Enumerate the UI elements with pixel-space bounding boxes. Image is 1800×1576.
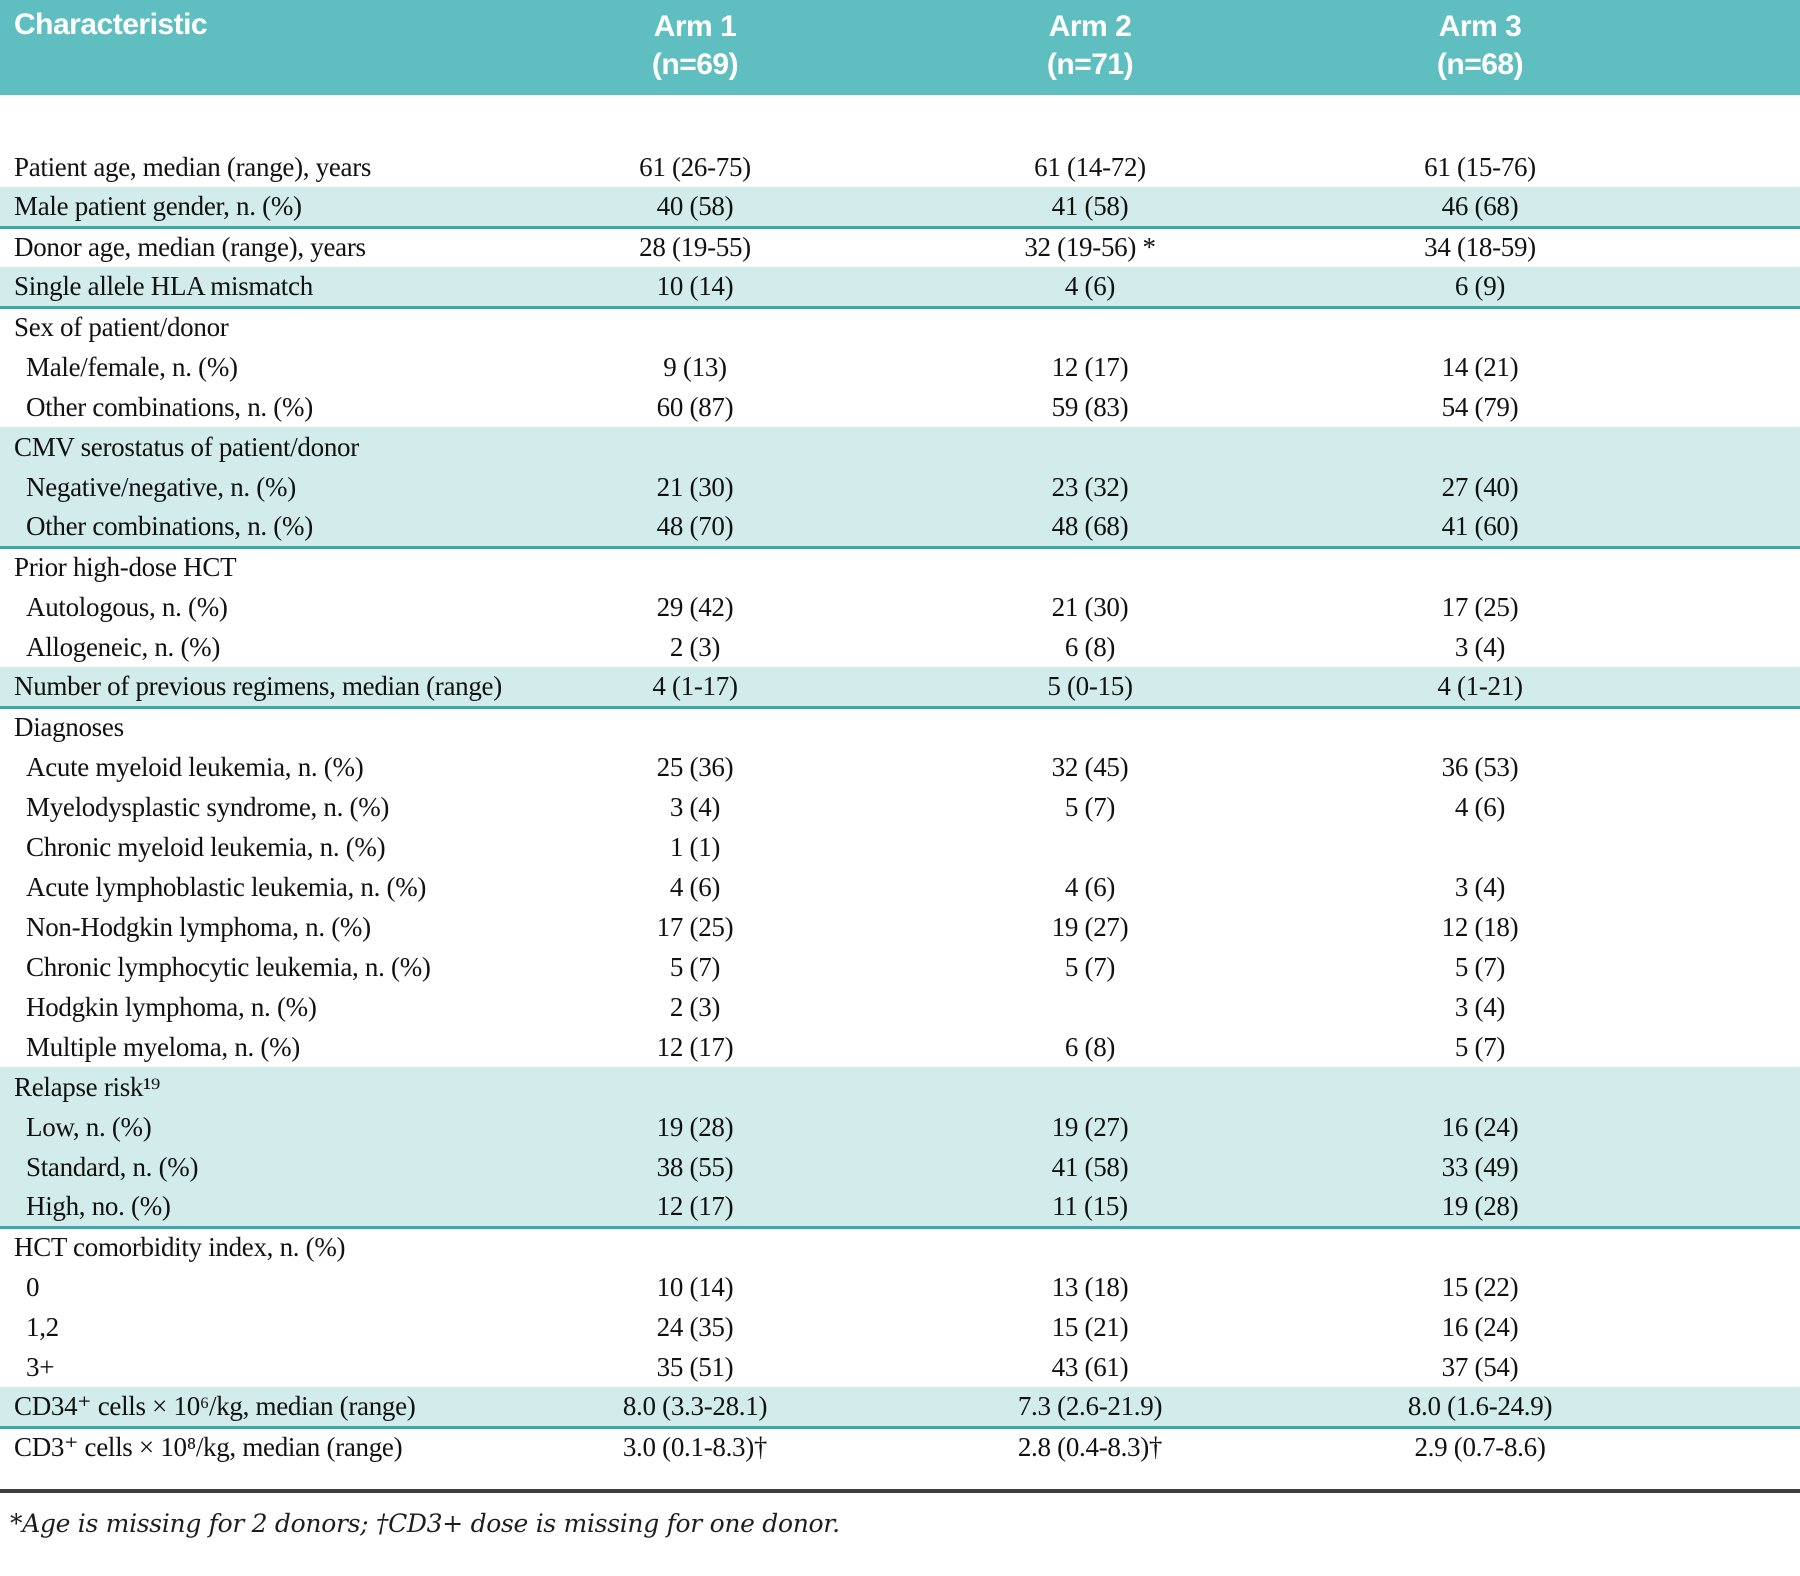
row-label: Low, n. (%) xyxy=(0,1107,500,1147)
cell-value: 2.9 (0.7-8.6) xyxy=(1290,1427,1670,1467)
cell-value: 5 (7) xyxy=(1454,1031,1506,1062)
column-header-arm2 xyxy=(890,0,1290,95)
row-group-label: Sex of patient/donor xyxy=(0,307,500,347)
cell-value: 1 (1) xyxy=(669,831,721,862)
cell-value: 17 (25) xyxy=(656,911,734,942)
cell-value: 8.0 (1.6-24.9) xyxy=(1290,1387,1670,1427)
table-row xyxy=(0,347,1800,387)
cell-value: 40 (58) xyxy=(500,187,890,227)
row-label: Non-Hodgkin lymphoma, n. (%) xyxy=(26,911,371,942)
table-row xyxy=(0,307,1800,347)
row-label: Patient age, median (range), years xyxy=(14,151,372,182)
cell-value: 3 (4) xyxy=(669,791,721,822)
row-group-label: HCT comorbidity index, n. (%) xyxy=(0,1227,500,1267)
row-label: Multiple myeloma, n. (%) xyxy=(26,1031,300,1062)
filler-cell xyxy=(1670,267,1800,307)
cell-value: 43 (61) xyxy=(1051,1351,1129,1382)
cell-value: 16 (24) xyxy=(1290,1107,1670,1147)
cell-value xyxy=(890,987,1290,1027)
cell-value: 12 (18) xyxy=(1441,911,1519,942)
cell-value: 3 (4) xyxy=(1454,871,1506,902)
filler-cell xyxy=(1670,1347,1800,1387)
cell-value: 35 (51) xyxy=(656,1351,734,1382)
header-row xyxy=(0,0,1800,95)
cell-value: 10 (14) xyxy=(500,267,890,307)
table-row xyxy=(0,1027,1800,1067)
cell-value: 41 (60) xyxy=(1290,507,1670,547)
cell-value: 4 (6) xyxy=(669,871,721,902)
row-label: Allogeneic, n. (%) xyxy=(26,631,221,662)
filler-cell xyxy=(1670,827,1800,867)
filler-cell xyxy=(1670,1387,1800,1427)
cell-value xyxy=(1290,547,1670,587)
row-label: 1,2 xyxy=(26,1311,59,1342)
cell-value xyxy=(1290,707,1670,747)
row-group-label: CMV serostatus of patient/donor xyxy=(0,427,500,467)
table-row xyxy=(0,667,1800,707)
filler-cell xyxy=(1670,987,1800,1027)
cell-value: 11 (15) xyxy=(890,1187,1290,1227)
filler-cell xyxy=(1670,867,1800,907)
table-row xyxy=(0,227,1800,267)
cell-value: 6 (8) xyxy=(1064,1031,1116,1062)
filler-cell xyxy=(1670,1187,1800,1227)
filler-cell xyxy=(1670,147,1800,187)
cell-value xyxy=(890,707,1290,747)
cell-value: 48 (68) xyxy=(890,507,1290,547)
cell-value: 37 (54) xyxy=(1441,1351,1519,1382)
table-row xyxy=(0,1427,1800,1467)
cell-value: 54 (79) xyxy=(1441,391,1519,422)
row-group-label: Prior high-dose HCT xyxy=(0,547,500,587)
cell-value: 19 (28) xyxy=(500,1107,890,1147)
cell-value: 19 (27) xyxy=(890,1107,1290,1147)
filler-cell xyxy=(1670,467,1800,507)
column-header-characteristic: Characteristic xyxy=(0,0,500,95)
cell-value: 5 (7) xyxy=(1454,951,1506,982)
filler-cell xyxy=(1670,227,1800,267)
filler-cell xyxy=(1670,747,1800,787)
filler-cell xyxy=(1670,1067,1800,1107)
header-filler xyxy=(1670,0,1800,95)
filler-cell xyxy=(1670,787,1800,827)
table-row xyxy=(0,1227,1800,1267)
arm3-title: Arm 3 xyxy=(1438,10,1522,43)
arm2-n: (n=71) xyxy=(1046,48,1134,81)
table-footnote: *Age is missing for 2 donors; †CD3+ dose is missing for one donor. xyxy=(10,1509,840,1538)
filler-cell xyxy=(1670,1267,1800,1307)
row-label: 3+ xyxy=(26,1351,55,1382)
cell-value: 6 (8) xyxy=(1064,631,1116,662)
cell-value: 8.0 (3.3-28.1) xyxy=(500,1387,890,1427)
cell-value xyxy=(890,1227,1290,1267)
cell-value: 3 (4) xyxy=(1454,991,1506,1022)
cell-value xyxy=(1290,307,1670,347)
cell-value: 15 (21) xyxy=(1051,1311,1129,1342)
table-row xyxy=(0,907,1800,947)
table-row xyxy=(0,1067,1800,1107)
cell-value: 21 (30) xyxy=(500,467,890,507)
table-row xyxy=(0,707,1800,747)
cell-value xyxy=(1290,427,1670,467)
row-label: Acute lymphoblastic leukemia, n. (%) xyxy=(26,871,427,902)
cell-value xyxy=(500,547,890,587)
filler-cell xyxy=(1670,187,1800,227)
arm3-n: (n=68) xyxy=(1436,48,1524,81)
arm1-title: Arm 1 xyxy=(653,10,737,43)
filler-cell xyxy=(1670,427,1800,467)
row-label: Male patient gender, n. (%) xyxy=(0,187,500,227)
table-row xyxy=(0,627,1800,667)
filler-cell xyxy=(1670,1227,1800,1267)
cell-value: 4 (1-17) xyxy=(500,667,890,707)
cell-value: 2 (3) xyxy=(669,631,721,662)
table-row xyxy=(0,747,1800,787)
arm2-title: Arm 2 xyxy=(1048,10,1132,43)
cell-value: 29 (42) xyxy=(656,591,734,622)
table-row xyxy=(0,1147,1800,1187)
filler-cell xyxy=(1670,707,1800,747)
cell-value: 5 (7) xyxy=(1064,951,1116,982)
cell-value: 2.8 (0.4-8.3)† xyxy=(890,1427,1290,1467)
cell-value xyxy=(1290,827,1670,867)
cell-value: 14 (21) xyxy=(1441,351,1519,382)
cell-value: 34 (18-59) xyxy=(1290,227,1670,267)
cell-value: 12 (17) xyxy=(1051,351,1129,382)
table-row xyxy=(0,787,1800,827)
row-label: CD3⁺ cells × 10⁸/kg, median (range) xyxy=(0,1427,500,1467)
filler-cell xyxy=(1670,1427,1800,1467)
cell-value xyxy=(890,547,1290,587)
arm1-n: (n=69) xyxy=(651,48,739,81)
cell-value: 9 (13) xyxy=(663,351,727,382)
cell-value: 36 (53) xyxy=(1441,751,1519,782)
cell-value xyxy=(500,307,890,347)
cell-value xyxy=(890,827,1290,867)
table-row xyxy=(0,427,1800,467)
filler-cell xyxy=(1670,1107,1800,1147)
cell-value: 27 (40) xyxy=(1290,467,1670,507)
table-row xyxy=(0,187,1800,227)
cell-value: 3 (4) xyxy=(1454,631,1506,662)
filler-cell xyxy=(1670,347,1800,387)
table-header xyxy=(0,0,1800,95)
cell-value: 24 (35) xyxy=(656,1311,734,1342)
filler-cell xyxy=(1670,1027,1800,1067)
cell-value: 19 (28) xyxy=(1290,1187,1670,1227)
cell-value: 17 (25) xyxy=(1441,591,1519,622)
header-gap xyxy=(0,95,1800,147)
cell-value: 25 (36) xyxy=(656,751,734,782)
table-row xyxy=(0,1267,1800,1307)
cell-value: 61 (15-76) xyxy=(1424,151,1536,182)
cell-value: 4 (1-21) xyxy=(1290,667,1670,707)
table-row xyxy=(0,1387,1800,1427)
row-label: 0 xyxy=(26,1271,40,1302)
row-label: Chronic lymphocytic leukemia, n. (%) xyxy=(26,951,431,982)
row-label: High, no. (%) xyxy=(0,1187,500,1227)
cell-value: 13 (18) xyxy=(1051,1271,1129,1302)
filler-cell xyxy=(1670,667,1800,707)
cell-value: 19 (27) xyxy=(1051,911,1129,942)
row-label: Hodgkin lymphoma, n. (%) xyxy=(26,991,317,1022)
cell-value: 33 (49) xyxy=(1290,1147,1670,1187)
column-header-arm1 xyxy=(500,0,890,95)
cell-value: 10 (14) xyxy=(656,1271,734,1302)
row-label: CD34⁺ cells × 10⁶/kg, median (range) xyxy=(0,1387,500,1427)
cell-value xyxy=(500,427,890,467)
table-row xyxy=(0,587,1800,627)
row-group-label: Diagnoses xyxy=(0,707,500,747)
filler-cell xyxy=(1670,1147,1800,1187)
filler-cell xyxy=(1670,1307,1800,1347)
cell-value: 2 (3) xyxy=(669,991,721,1022)
column-header-arm3 xyxy=(1290,0,1670,95)
cell-value xyxy=(890,1067,1290,1107)
cell-value: 60 (87) xyxy=(656,391,734,422)
cell-value: 6 (9) xyxy=(1290,267,1670,307)
table-row xyxy=(0,387,1800,427)
cell-value: 12 (17) xyxy=(500,1187,890,1227)
cell-value xyxy=(890,307,1290,347)
cell-value: 41 (58) xyxy=(890,187,1290,227)
cell-value xyxy=(500,1067,890,1107)
row-label: Negative/negative, n. (%) xyxy=(0,467,500,507)
cell-value: 46 (68) xyxy=(1290,187,1670,227)
cell-value: 4 (6) xyxy=(1454,791,1506,822)
row-label: Number of previous regimens, median (range) xyxy=(0,667,500,707)
cell-value: 16 (24) xyxy=(1441,1311,1519,1342)
filler-cell xyxy=(1670,387,1800,427)
row-label: Myelodysplastic syndrome, n. (%) xyxy=(26,791,390,822)
row-group-label: Relapse risk¹⁹ xyxy=(0,1067,500,1107)
table-row xyxy=(0,947,1800,987)
cell-value: 32 (45) xyxy=(1051,751,1129,782)
filler-cell xyxy=(1670,587,1800,627)
filler-cell xyxy=(1670,907,1800,947)
table-row xyxy=(0,467,1800,507)
cell-value: 48 (70) xyxy=(500,507,890,547)
cell-value: 23 (32) xyxy=(890,467,1290,507)
row-label: Other combinations, n. (%) xyxy=(0,507,500,547)
table-row xyxy=(0,267,1800,307)
filler-cell xyxy=(1670,507,1800,547)
cell-value: 59 (83) xyxy=(1051,391,1129,422)
table-body xyxy=(0,95,1800,1467)
cell-value xyxy=(500,1227,890,1267)
cell-value: 28 (19-55) xyxy=(500,227,890,267)
cell-value xyxy=(1290,1227,1670,1267)
cell-value: 5 (0-15) xyxy=(890,667,1290,707)
row-label: Autologous, n. (%) xyxy=(26,591,228,622)
table-row xyxy=(0,507,1800,547)
cell-value: 7.3 (2.6-21.9) xyxy=(890,1387,1290,1427)
cell-value: 4 (6) xyxy=(1064,871,1116,902)
table-row xyxy=(0,147,1800,187)
table-row xyxy=(0,1107,1800,1147)
cell-value: 5 (7) xyxy=(669,951,721,982)
cell-value: 12 (17) xyxy=(656,1031,734,1062)
row-label: Single allele HLA mismatch xyxy=(0,267,500,307)
row-label: Acute myeloid leukemia, n. (%) xyxy=(26,751,364,782)
cell-value xyxy=(1290,1067,1670,1107)
row-label: Donor age, median (range), years xyxy=(0,227,500,267)
cell-value: 4 (6) xyxy=(890,267,1290,307)
cell-value: 3.0 (0.1-8.3)† xyxy=(500,1427,890,1467)
row-label: Chronic myeloid leukemia, n. (%) xyxy=(26,831,386,862)
cell-value: 61 (14-72) xyxy=(1034,151,1146,182)
cell-value: 15 (22) xyxy=(1441,1271,1519,1302)
filler-cell xyxy=(1670,627,1800,667)
cell-value: 61 (26-75) xyxy=(639,151,751,182)
table-row xyxy=(0,987,1800,1027)
filler-cell xyxy=(1670,947,1800,987)
cell-value: 41 (58) xyxy=(890,1147,1290,1187)
table-row xyxy=(0,827,1800,867)
cell-value: 38 (55) xyxy=(500,1147,890,1187)
cell-value: 32 (19-56) * xyxy=(890,227,1290,267)
filler-cell xyxy=(1670,547,1800,587)
table-row xyxy=(0,1347,1800,1387)
row-label: Other combinations, n. (%) xyxy=(26,391,313,422)
row-label: Male/female, n. (%) xyxy=(26,351,238,382)
cell-value: 21 (30) xyxy=(1051,591,1129,622)
table-row xyxy=(0,547,1800,587)
table-row xyxy=(0,1307,1800,1347)
table-row xyxy=(0,867,1800,907)
table-row xyxy=(0,1187,1800,1227)
filler-cell xyxy=(1670,307,1800,347)
row-label: Standard, n. (%) xyxy=(0,1147,500,1187)
cell-value xyxy=(890,427,1290,467)
cell-value: 5 (7) xyxy=(1064,791,1116,822)
cell-value xyxy=(500,707,890,747)
